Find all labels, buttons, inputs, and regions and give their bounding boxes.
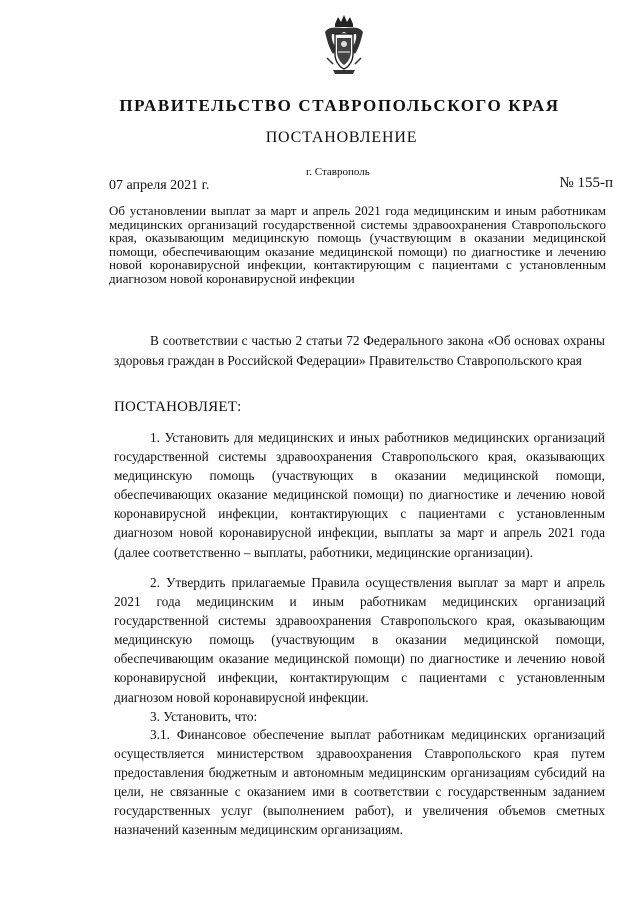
decree-word: ПОСТАНОВЛЯЕТ:	[114, 399, 242, 415]
paragraph-3-1: 3.1. Финансовое обеспечение выплат работникам медицинских организаций осуществляется министерством здравоохранения Ставропольского края путем предоставления бюджетным и автономным медицинским организациям субсидий на цели, не связанные с оказанием ими в соответствии с государственным заданием государственных услуг (выполнением работ), и увеличения объемов сметных назначений казенным медицинским организациям.	[114, 727, 605, 838]
document-subject: Об установлении выплат за март и апрель 2021 года медицинским и иным работникам медицинских организаций государственной системы здравоохранения Ставропольского края, оказывающим медицинскую помощь (участвующим в оказании медицинской помощи, обеспечивающим оказание медицинской помощи) по диагностике и лечению новой коронавирусной инфекции, контактирующим с пациентами с установленным диагнозом новой коронавирусной инфекции	[109, 203, 606, 286]
document-date: 07 апреля 2021 г.	[109, 178, 210, 193]
document-type: ПОСТАНОВЛЕНИЕ	[265, 129, 418, 146]
city-label: г. Ставрополь	[306, 166, 370, 178]
paragraph-1: 1. Установить для медицинских и иных работников медицинских организаций государственной системы здравоохранения Ставропольского края, оказывающих медицинскую помощь (участвующих в оказании медицинской помощи, обеспечивающих оказание медицинской помощи) по диагностике и лечению новой коронавирусной инфекции, контактирующих с пациентами с установленным диагнозом новой коронавирусной инфекции, выплаты за март и апрель 2021 года (далее соответственно – выплаты, работники, медицинские организации).	[114, 430, 605, 560]
document-number: № 155-п	[559, 175, 613, 191]
paragraph-2: 2. Утвердить прилагаемые Правила осуществления выплат за март и апрель 2021 года медицинским и иным работникам медицинских организаций государственной системы здравоохранения Ставропольского края, оказывающим медицинскую помощь (участвующим в оказании медицинской помощи, обеспечивающим оказание медицинской помощи) по диагностике и лечению новой коронавирусной инфекции, контактирующим с пациентами с установленным диагнозом новой коронавирусной инфекции.	[114, 575, 605, 705]
government-title: ПРАВИТЕЛЬСТВО СТАВРОПОЛЬСКОГО КРАЯ	[119, 96, 560, 115]
paragraph-3: 3. Установить, что:	[150, 709, 258, 724]
stavropol-coat-of-arms-icon	[323, 14, 365, 76]
preamble-paragraph: В соответствии с частью 2 статьи 72 Федерального закона «Об основах охраны здоровья граждан в Российской Федерации» Правительство Ставропольского края	[114, 333, 605, 368]
